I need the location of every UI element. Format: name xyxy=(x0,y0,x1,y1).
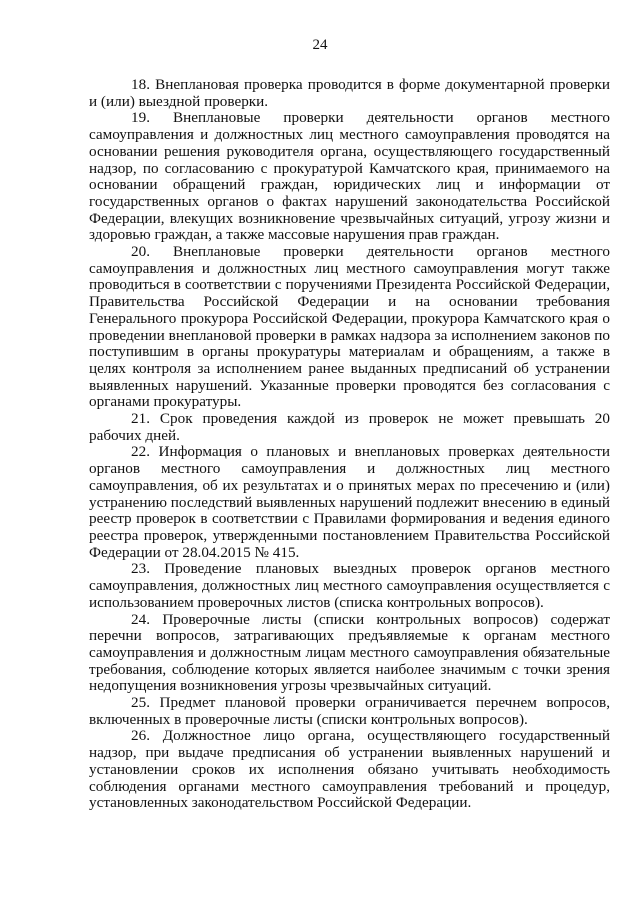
document-body xyxy=(89,77,610,812)
paragraph-20: 20. Внеплановые проверки деятельности органов местного самоуправления и должностных лиц местного самоуправления могут также проводиться в соответствии с поручениями Президента Российской Федерации, Правительства Российской Федерации и на основании требования Генерального прокурора Российской Федерации, прокурора Камчатского края о проведении внеплановой проверки в рамках надзора за исполнением законов по поступившим в органы прокуратуры материалам и обращениям, а также в целях контроля за исполнением ранее выданных предписаний об устранении выявленных нарушений. Указанные проверки проводятся без согласования с органами прокуратуры. xyxy=(89,243,610,411)
paragraph-23: 23. Проведение плановых выездных проверок органов местного самоуправления, должностных лиц местного самоуправления осуществляется с использованием проверочных листов (списка контрольных вопросов). xyxy=(89,560,610,611)
paragraph-19: 19. Внеплановые проверки деятельности органов местного самоуправления и должностных лиц местного самоуправления проводятся на основании решения руководителя органа, осуществляющего государственный надзор, по согласованию с прокуратурой Камчатского края, принимаемого на основании обращений граждан, юридических лиц и информации от государственных органов о фактах нарушений законодательства Российской Федерации, влекущих возникновение чрезвычайных ситуаций, угрозу жизни и здоровью граждан, а также массовые нарушения прав граждан. xyxy=(89,109,610,244)
paragraph-24: 24. Проверочные листы (списки контрольных вопросов) содержат перечни вопросов, затрагивающих предъявляемые к органам местного самоуправления и должностным лицам местного самоуправления обязательные требования, соблюдение которых является наиболее значимым с точки зрения недопущения возникновения угрозы чрезвычайных ситуаций. xyxy=(89,610,610,695)
paragraph-21: 21. Срок проведения каждой из проверок не может превышать 20 рабочих дней. xyxy=(89,410,610,444)
page-number: 24 xyxy=(312,37,328,53)
paragraph-22: 22. Информация о плановых и внеплановых проверках деятельности органов местного самоуправления и должностных лиц местного самоуправления, об их результатах и о принятых мерах по пресечению и (или) устранению последствий выявленных нарушений подлежит внесению в единый реестр проверок в соответствии с Правилами формирования и ведения единого реестра проверок, утвержденными постановлением Правительства Российской Федерации от 28.04.2015 № 415. xyxy=(89,443,610,561)
paragraph-18: 18. Внеплановая проверка проводится в форме документарной проверки и (или) выездной проверки. xyxy=(89,76,610,110)
paragraph-25: 25. Предмет плановой проверки ограничивается перечнем вопросов, включенных в проверочные листы (списки контрольных вопросов). xyxy=(89,694,610,728)
paragraph-26: 26. Должностное лицо органа, осуществляющего государственный надзор, при выдаче предписания об устранении выявленных нарушений и установлении сроков их исполнения обязано учитывать необходимость соблюдения органами местного самоуправления требований и процедур, установленных законодательством Российской Федерации. xyxy=(89,727,610,812)
